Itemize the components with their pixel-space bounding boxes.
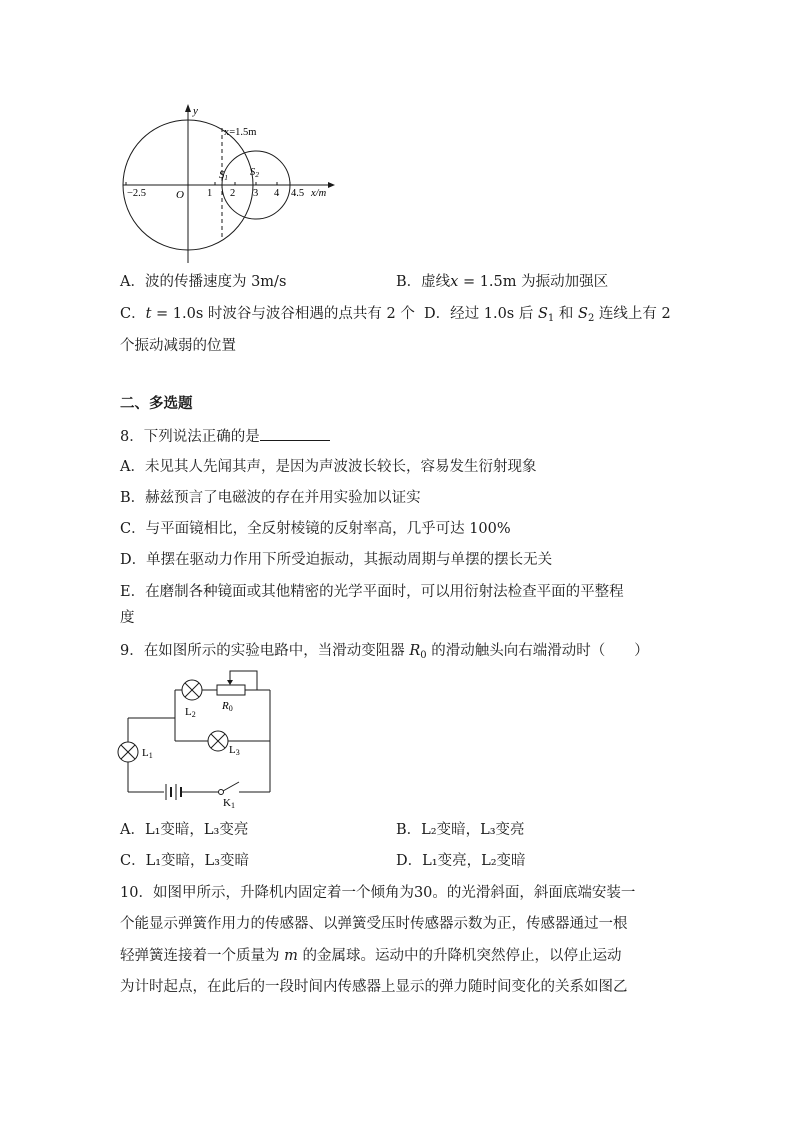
tick-label: −2.5 [127,188,147,199]
q9-stem: 9．在如图所示的实验电路中，当滑动变阻器 $R_0$ 的滑动触头向右端滑动时（ ） [120,643,649,661]
battery-icon [166,784,181,800]
q8-option-a: A．未见其人先闻其声，是因为声波波长较长，容易发生衍射现象 [120,459,537,475]
tick-label: 4 [274,188,280,199]
l2-label: L2 [185,706,196,719]
q8-option-e: E．在磨制各种镜面或其他精密的光学平面时，可以用衍射法检查平面的平整程 [120,584,624,600]
q7-option-a: A．波的传播速度为 3m/s [120,274,287,290]
k1-label: K1 [223,797,235,810]
q10-line-3: 轻弹簧连接着一个质量为 m 的金属球。运动中的升降机突然停止，以停止运动 [120,948,622,964]
y-axis-arrow [185,104,191,112]
lamp-l3-icon [208,731,228,751]
q10-line-1: 10．如图甲所示，升降机内固定着一个倾角为30。的光滑斜面，斜面底端安装一 [120,885,636,901]
l3-label: L3 [229,744,240,757]
lamp-l1-icon [118,742,138,762]
answer-blank [260,426,330,441]
q7-option-d-cont: 个振动减弱的位置 [120,338,236,354]
q7-option-b: B．虚线x = 1.5m 为振动加强区 [396,274,609,290]
q8-stem: 8．下列说法正确的是 [120,426,330,447]
wave-figure [115,98,345,268]
q9-option-d: D．L₁变亮，L₂变暗 [396,853,526,869]
l1-label: L1 [142,747,153,760]
tick-label: 3 [253,188,259,199]
q8-option-c: C．与平面镜相比，全反射棱镜的反射率高，几乎可达 100% [120,521,511,537]
origin-label: O [176,189,184,201]
x-axis-label: x/m [311,188,327,199]
q9-option-b: B．L₂变暗，L₃变亮 [396,822,525,838]
q10-line-2: 个能显示弹簧作用力的传感器、以弹簧受压时传感器示数为正，传感器通过一根 [120,916,628,932]
source2-label: S2 [250,167,259,179]
q10-line-4: 为计时起点，在此后的一段时间内传感器上显示的弹力随时间变化的关系如图乙 [120,979,628,995]
rheostat-r0-icon [217,671,270,695]
y-axis-label: y [193,105,198,117]
q8-option-b: B．赫兹预言了电磁波的存在并用实验加以证实 [120,490,421,506]
x-axis-arrow [328,182,335,188]
r0-label: R0 [222,700,233,713]
q9-option-a: A．L₁变暗，L₃变亮 [120,822,249,838]
q8-option-e-cont: 度 [120,610,135,626]
source1-label: S1 [219,170,228,182]
q9-option-c: C．L₁变暗，L₃变暗 [120,853,249,869]
q8-option-d: D．单摆在驱动力作用下所受迫振动，其振动周期与单摆的摆长无关 [120,552,553,568]
q7-option-d: D．经过 1.0s 后 $S_1$ 和 $S_2$ 连线上有 2 [424,306,671,324]
section-title: 二、多选题 [120,395,193,412]
tick-label: 1 [207,188,213,199]
tick-label: 2 [230,188,236,199]
tick-label: 4.5 [291,188,305,199]
switch-k1-icon [219,782,240,795]
dashed-line-label: x=1.5m [224,127,257,138]
q7-option-c: C．t = 1.0s 时波谷与波谷相遇的点共有 2 个 [120,306,415,322]
circuit-diagram [115,668,285,813]
lamp-l2-icon [182,680,202,700]
